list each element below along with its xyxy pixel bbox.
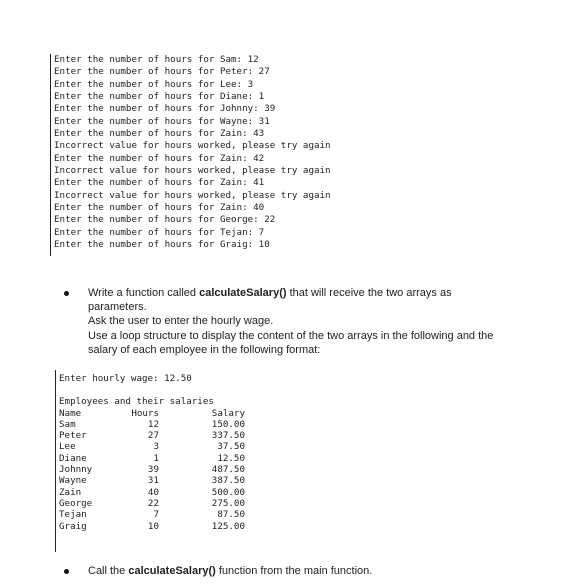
header-name: Name: [59, 407, 82, 419]
instruction-line: Use a loop structure to display the content of the two arrays in the following and the: [88, 329, 494, 342]
bullet-instruction-function: [64, 286, 554, 357]
console-line: Enter the number of hours for Peter: 27: [54, 66, 270, 78]
console-line: Incorrect value for hours worked, please try again: [54, 140, 331, 152]
console-line: Enter the number of hours for Wayne: 31: [54, 115, 270, 127]
console-line: Enter the number of hours for Zain: 41: [54, 177, 265, 189]
console-output-hours: [50, 54, 381, 256]
function-name: calculateSalary(): [128, 565, 216, 577]
header-hours: Hours: [131, 407, 159, 419]
function-name: calculateSalary(): [199, 287, 287, 299]
console-line: Enter the number of hours for Zain: 40: [54, 202, 265, 214]
console-output-salaries: [55, 370, 256, 552]
wage-prompt: Enter hourly wage: 12.50: [59, 373, 192, 384]
table-row: Johnny 39 487.50: [59, 464, 245, 476]
table-row: Lee 3 37.50: [59, 441, 245, 453]
table-row: Graig 10 125.00: [59, 520, 245, 532]
console-line: Incorrect value for hours worked, please try again: [54, 165, 331, 177]
table-row: Wayne 31 387.50: [59, 475, 245, 487]
table-row: Tejan 7 87.50: [59, 509, 245, 521]
console-line: Enter the number of hours for Lee: 3: [54, 78, 254, 90]
console-line: Enter the number of hours for Zain: 43: [54, 128, 265, 140]
header-salary: Salary: [211, 407, 245, 419]
table-header: [56, 408, 256, 419]
table-row: Zain 40 500.00: [59, 486, 245, 498]
salaries-heading: Employees and their salaries: [59, 396, 214, 408]
instruction-line: parameters.: [88, 301, 147, 314]
bullet-icon: [64, 569, 69, 574]
table-row: Sam 12 150.00: [59, 418, 245, 430]
bullet-instruction-call: [64, 564, 554, 578]
console-line: Enter the number of hours for Zain: 42: [54, 152, 265, 164]
console-line: Enter the number of hours for George: 22: [54, 214, 276, 226]
table-row: Diane 1 12.50: [59, 452, 245, 464]
console-line: Enter the number of hours for Johnny: 39: [54, 103, 276, 115]
console-line: Incorrect value for hours worked, please try again: [54, 189, 331, 201]
instruction-line: salary of each employee in the following format:: [88, 343, 321, 356]
table-row: Peter 27 337.50: [59, 430, 245, 442]
bullet-icon: [64, 291, 69, 296]
instruction-line: Ask the user to enter the hourly wage.: [88, 315, 274, 328]
instruction-line: Write a function called calculateSalary() that will receive the two arrays as: [88, 287, 452, 299]
console-line: Enter the number of hours for Sam: 12: [54, 54, 259, 65]
console-line: Enter the number of hours for Tejan: 7: [54, 226, 265, 238]
console-line: Enter the number of hours for Diane: 1: [54, 91, 265, 103]
table-row: George 22 275.00: [59, 497, 245, 509]
instruction-line: Call the calculateSalary() function from the main function.: [88, 565, 373, 577]
console-line: Enter the number of hours for Graig: 10: [54, 239, 270, 251]
